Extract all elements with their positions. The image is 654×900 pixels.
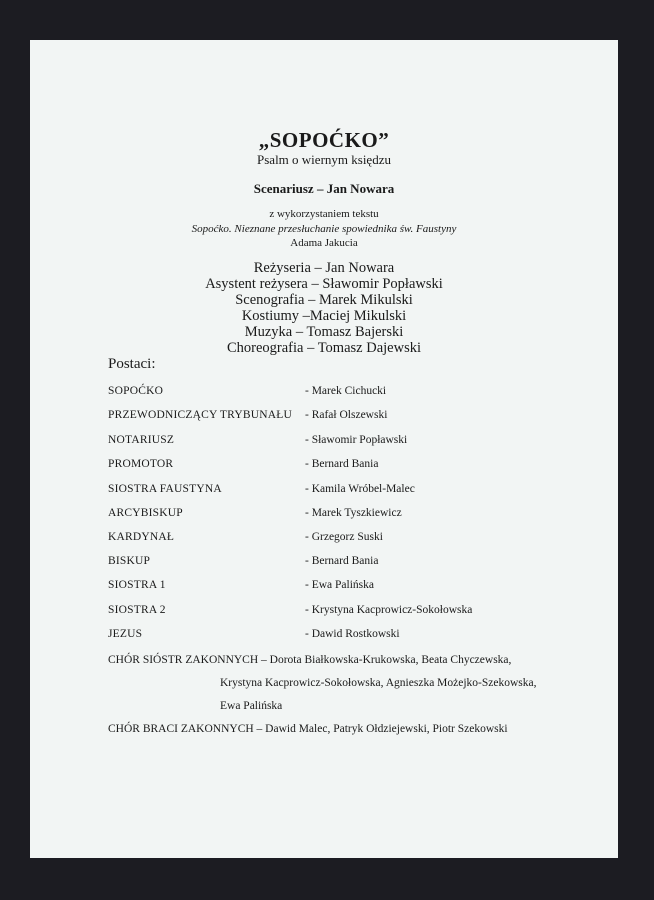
cast-role: SIOSTRA 2 bbox=[108, 604, 166, 616]
crew-credit: Scenografia – Marek Mikulski bbox=[235, 292, 413, 308]
cast-actor: - Bernard Bania bbox=[305, 458, 379, 470]
sisters-choir-line: Ewa Palińska bbox=[220, 700, 283, 712]
play-title: „SOPOĆKO” bbox=[258, 128, 390, 152]
play-subtitle: Psalm o wiernym księdzu bbox=[257, 152, 391, 167]
cast-actor: - Grzegorz Suski bbox=[305, 531, 383, 543]
cast-role: BISKUP bbox=[108, 555, 151, 567]
cast-role: SOPOĆKO bbox=[108, 385, 164, 397]
brothers-choir-line: CHÓR BRACI ZAKONNYCH – Dawid Malec, Patryk Ołdziejewski, Piotr Szekowski bbox=[108, 723, 508, 735]
cast-role: PROMOTOR bbox=[108, 458, 174, 470]
source-title: Sopoćko. Nieznane przesłuchanie spowiednika św. Faustyny bbox=[191, 223, 457, 235]
scenario-credit: Scenariusz – Jan Nowara bbox=[253, 181, 395, 196]
cast-role: SIOSTRA FAUSTYNA bbox=[108, 483, 222, 495]
cast-actor: - Kamila Wróbel-Malec bbox=[305, 483, 415, 495]
crew-credit: Kostiumy –Maciej Mikulski bbox=[241, 308, 407, 324]
sisters-choir-line: CHÓR SIÓSTR ZAKONNYCH – Dorota Białkowska-Krukowska, Beata Chyczewska, bbox=[108, 654, 512, 666]
cast-actor: - Sławomir Popławski bbox=[305, 434, 408, 446]
crew-credit: Muzyka – Tomasz Bajerski bbox=[244, 324, 404, 340]
cast-actor: - Marek Cichucki bbox=[305, 385, 387, 397]
cast-actor: - Marek Tyszkiewicz bbox=[305, 507, 402, 519]
crew-credit: Reżyseria – Jan Nowara bbox=[253, 260, 395, 276]
source-author: Adama Jakucia bbox=[290, 237, 358, 249]
cast-actor: - Dawid Rostkowski bbox=[305, 628, 400, 640]
sisters-choir-line: Krystyna Kacprowicz-Sokołowska, Agnieszka Możejko-Szekowska, bbox=[220, 677, 537, 689]
source-usage: z wykorzystaniem tekstu bbox=[269, 208, 379, 220]
crew-credit: Asystent reżysera – Sławomir Popławski bbox=[205, 276, 443, 292]
cast-actor: - Ewa Palińska bbox=[305, 579, 374, 591]
program-sheet bbox=[30, 40, 618, 858]
cast-role: KARDYNAŁ bbox=[108, 531, 175, 543]
cast-role: ARCYBISKUP bbox=[108, 507, 183, 519]
cast-role: JEZUS bbox=[108, 628, 143, 640]
cast-actor: - Krystyna Kacprowicz-Sokołowska bbox=[305, 604, 473, 616]
cast-actor: - Bernard Bania bbox=[305, 555, 379, 567]
cast-role: PRZEWODNICZĄCY TRYBUNAŁU bbox=[108, 409, 293, 421]
cast-role: NOTARIUSZ bbox=[108, 434, 175, 446]
crew-credit: Choreografia – Tomasz Dajewski bbox=[226, 340, 421, 356]
cast-actor: - Rafał Olszewski bbox=[305, 409, 388, 421]
cast-heading: Postaci: bbox=[108, 356, 156, 372]
cast-role: SIOSTRA 1 bbox=[108, 579, 166, 591]
